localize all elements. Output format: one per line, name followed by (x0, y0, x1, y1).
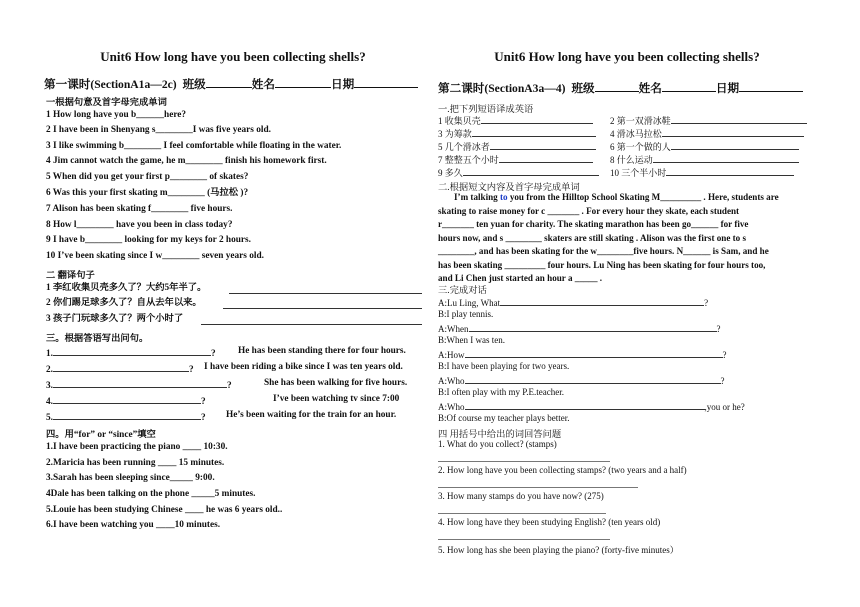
ex1-item: 5 When did you get your first p________ of skates? (46, 172, 249, 182)
para-line: and Li Chen just started an hour a _____ . (438, 273, 603, 283)
para-line: hours now, and s ________ skaters are still skating . Alison was the first one to s (438, 232, 747, 243)
reading-paragraph (438, 191, 814, 286)
answer-line[interactable] (438, 487, 638, 488)
ex1-item: 2 I have been in Shenyang s________I was five years old. (46, 125, 271, 135)
left-lesson: 第一课时(SectionA1a—2c) (44, 78, 177, 91)
fill-item: 4Dale has been talking on the phone _____5 minutes. (46, 489, 256, 499)
right-header (438, 80, 803, 96)
translate-item: 3 孩子门玩球多久了？两个小时了 (46, 314, 422, 325)
para-line: skating to raise money for c _______ . For every hour they skate, each student (438, 205, 740, 216)
ex1-item: 8 How l________ have you been in class today? (46, 220, 233, 230)
ex1-item: 10 I’ve been skating since I w________ seven years old. (46, 251, 264, 261)
answer-question: 5. How long has she been playing the piano? (forty-five minutes） (438, 545, 679, 555)
right-section-4: 四 用括号中给出的词回答问题 (438, 430, 562, 440)
left-header (44, 76, 418, 92)
left-section-1: 一根据句意及首字母完成单词 (46, 98, 167, 108)
ex1-item: 6 Was this your first skating m________ (马拉松 )? (46, 188, 249, 198)
date-blank[interactable] (739, 80, 803, 92)
right-lesson: 第二课时(SectionA3a—4) (438, 82, 566, 95)
right-section-2: 二.根据短文内容及首字母完成单词 (438, 183, 580, 193)
right-class-label: 班级 (571, 82, 595, 95)
phrase-item: 8 什么运动 (610, 153, 799, 166)
name-blank[interactable] (275, 76, 331, 88)
phrase-item: 4 滑冰马拉松 (610, 127, 804, 140)
left-name-label: 姓名 (251, 78, 275, 91)
question-row: 1. ? He has been standing there for four hours. (46, 346, 406, 359)
left-title: Unit6 How long have you been collecting shells? (100, 49, 366, 64)
dialog-line: A:How ? (438, 350, 727, 360)
phrase-item: 5 几个滑冰者 (438, 140, 596, 153)
left-class-label: 班级 (182, 78, 206, 91)
answer-question: 3. How many stamps do you have now? (275) (438, 491, 604, 501)
dialog-line: B:I play tennis. (438, 309, 494, 319)
ex1-item: 1 How long have you b______here? (46, 110, 187, 120)
left-section-3: 三。根据答语写出问句。 (46, 334, 149, 344)
translate-item: 2 你们踢足球多久了？自从去年以来。 (46, 298, 422, 309)
fill-item: 1.I have been practicing the piano ____ 10:30. (46, 442, 228, 452)
question-row: 5. ? He’s been waiting for the train for an hour. (46, 410, 397, 423)
left-date-label: 日期 (330, 78, 355, 91)
name-blank[interactable] (662, 80, 716, 92)
dialog-line: A:Lu Ling, What ? (438, 298, 709, 308)
translate-item: 1 李红收集贝壳多久了？大约5年半了。 (46, 283, 422, 294)
dialog-line: A:Who ,you or he? (438, 402, 745, 412)
answer-question: 4. How long have they been studying English? (ten years old) (438, 517, 661, 527)
left-section-2: 二 翻译句子 (46, 271, 95, 281)
ex1-item: 4 Jim cannot watch the game, he m________ finish his homework first. (46, 156, 327, 166)
right-date-label: 日期 (715, 82, 740, 95)
phrase-item: 1 收集贝壳 (438, 114, 593, 127)
dialog-line: B:When I was ten. (438, 335, 505, 345)
ex1-item: 9 I have b________ looking for my keys for 2 hours. (46, 235, 251, 245)
left-section-4: 四。用“for” or “since”填空 (46, 430, 156, 440)
answer-question: 1. What do you collect? (stamps) (438, 439, 557, 449)
answer-line[interactable] (438, 539, 610, 540)
fill-item: 5.Louie has been studying Chinese ____ he was 6 years old.. (46, 505, 283, 515)
question-row: 3. ? She has been walking for five hours. (46, 378, 408, 391)
class-blank[interactable] (595, 80, 639, 92)
dialog-line: B:I often play with my P.E.teacher. (438, 387, 564, 397)
right-section-3: 三.完成对话 (438, 286, 487, 296)
highlighted-word: to (499, 192, 508, 202)
right-name-label: 姓名 (638, 82, 662, 95)
fill-item: 3.Sarah has been sleeping since_____ 9:00. (46, 473, 215, 483)
ex1-item: 3 I like swimming b________ I feel comfortable while floating in the water. (46, 141, 342, 151)
date-blank[interactable] (354, 76, 418, 88)
phrase-item: 10 三个半小时 (610, 166, 794, 179)
phrase-item: 7 整整五个小时 (438, 153, 593, 166)
para-line: ________, and has been skating for the w________five hours. N______ is Sam, and he (438, 246, 769, 256)
question-row: 4. ? I’ve been watching tv since 7:00 (46, 394, 400, 407)
para-line: has been skating _________ four hours. Lu Ning has been skating for four hours too, (438, 259, 766, 270)
dialog-line: A:Who ? (438, 376, 725, 386)
para-line: r_______ ten yuan for charity. The skating marathon has been go______ for five (438, 219, 749, 229)
phrase-item: 6 第一个做的人 (610, 140, 799, 153)
fill-item: 6.I have been watching you ____10 minutes. (46, 520, 221, 530)
question-row: 2. ? I have been riding a bike since I was ten years old. (46, 362, 403, 375)
class-blank[interactable] (206, 76, 252, 88)
right-title: Unit6 How long have you been collecting shells? (494, 49, 760, 64)
dialog-line: B:I have been playing for two years. (438, 361, 570, 371)
para-line: I’m talking to you from the Hilltop School Skating M_________ . Here, students are (454, 192, 779, 202)
phrase-item: 9 多久 (438, 166, 599, 179)
answer-question: 2. How long have you been collecting stamps? (two years and a half) (438, 465, 687, 475)
fill-item: 2.Maricia has been running ____ 15 minutes. (46, 458, 225, 468)
answer-line[interactable] (438, 513, 606, 514)
dialog-line: A:When ? (438, 324, 721, 334)
answer-line[interactable] (438, 461, 610, 462)
right-section-1: 一.把下列短语译成英语 (438, 105, 534, 115)
phrase-item: 3 为筹款 (438, 127, 596, 140)
ex1-item: 7 Alison has been skating f________ five hours. (46, 204, 233, 214)
phrase-item: 2 第一双滑冰鞋 (610, 114, 807, 127)
dialog-line: B:Of course my teacher plays better. (438, 413, 570, 423)
